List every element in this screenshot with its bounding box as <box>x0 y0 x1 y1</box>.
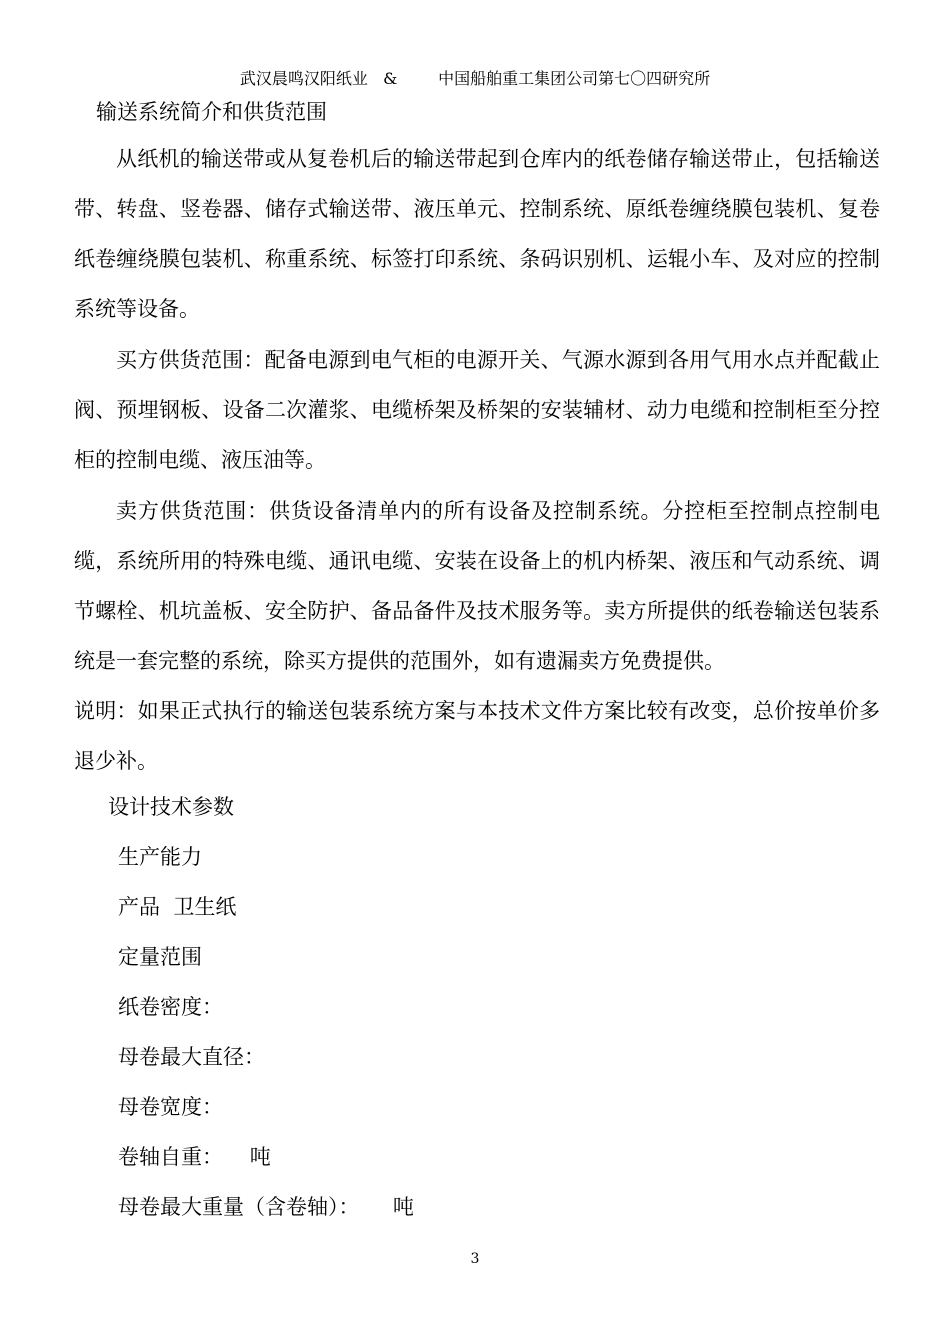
paragraph-seller-scope: 卖方供货范围：供货设备清单内的所有设备及控制系统。分控柜至控制点控制电缆，系统所用的特殊电缆、通讯电缆、安装在设备上的机内桥架、液压和气动系统、调节螺栓、机坑盖板、安全防护、备品备件及技术服务等。卖方所提供的纸卷输送包装系统是一套完整的系统，除买方提供的范围外，如有遗漏卖方免费提供。 <box>74 499 880 673</box>
param-spool-weight: 卷轴自重： 吨 <box>118 1145 271 1169</box>
paragraph-note: 说明：如果正式执行的输送包装系统方案与本技术文件方案比较有改变，总价按单价多退少补。 <box>74 699 880 773</box>
section-title: 输送系统简介和供货范围 <box>96 100 327 124</box>
param-roll-density: 纸卷密度： <box>118 995 223 1019</box>
paragraph-buyer-scope: 买方供货范围：配备电源到电气柜的电源开关、气源水源到各用气用水点并配截止阀、预埋钢板、设备二次灌浆、电缆桥架及桥架的安装辅材、动力电缆和控制柜至分控柜的控制电缆、液压油等。 <box>74 348 880 472</box>
param-product: 产品 卫生纸 <box>118 895 237 919</box>
page-number: 3 <box>470 1251 480 1267</box>
document-body <box>74 134 880 787</box>
param-max-roll-weight: 母卷最大重量（含卷轴）： 吨 <box>118 1195 414 1219</box>
page-header: 武汉晨鸣汉阳纸业 & 中国船舶重工集团公司第七〇四研究所 <box>239 69 711 88</box>
paragraph-scope: 从纸机的输送带或从复卷机后的输送带起到仓库内的纸卷储存输送带止，包括输送带、转盘、竖卷器、储存式输送带、液压单元、控制系统、原纸卷缠绕膜包装机、复卷纸卷缠绕膜包装机、称重系统、标签打印系统、条码识别机、运辊小车、及对应的控制系统等设备。 <box>74 147 880 321</box>
param-capacity: 生产能力 <box>118 845 202 869</box>
design-parameters-title: 设计技术参数 <box>108 795 234 819</box>
param-basis-weight: 定量范围 <box>118 945 202 969</box>
param-max-diameter: 母卷最大直径： <box>118 1045 265 1069</box>
parameter-list <box>118 840 414 1240</box>
param-roll-width: 母卷宽度： <box>118 1095 223 1119</box>
